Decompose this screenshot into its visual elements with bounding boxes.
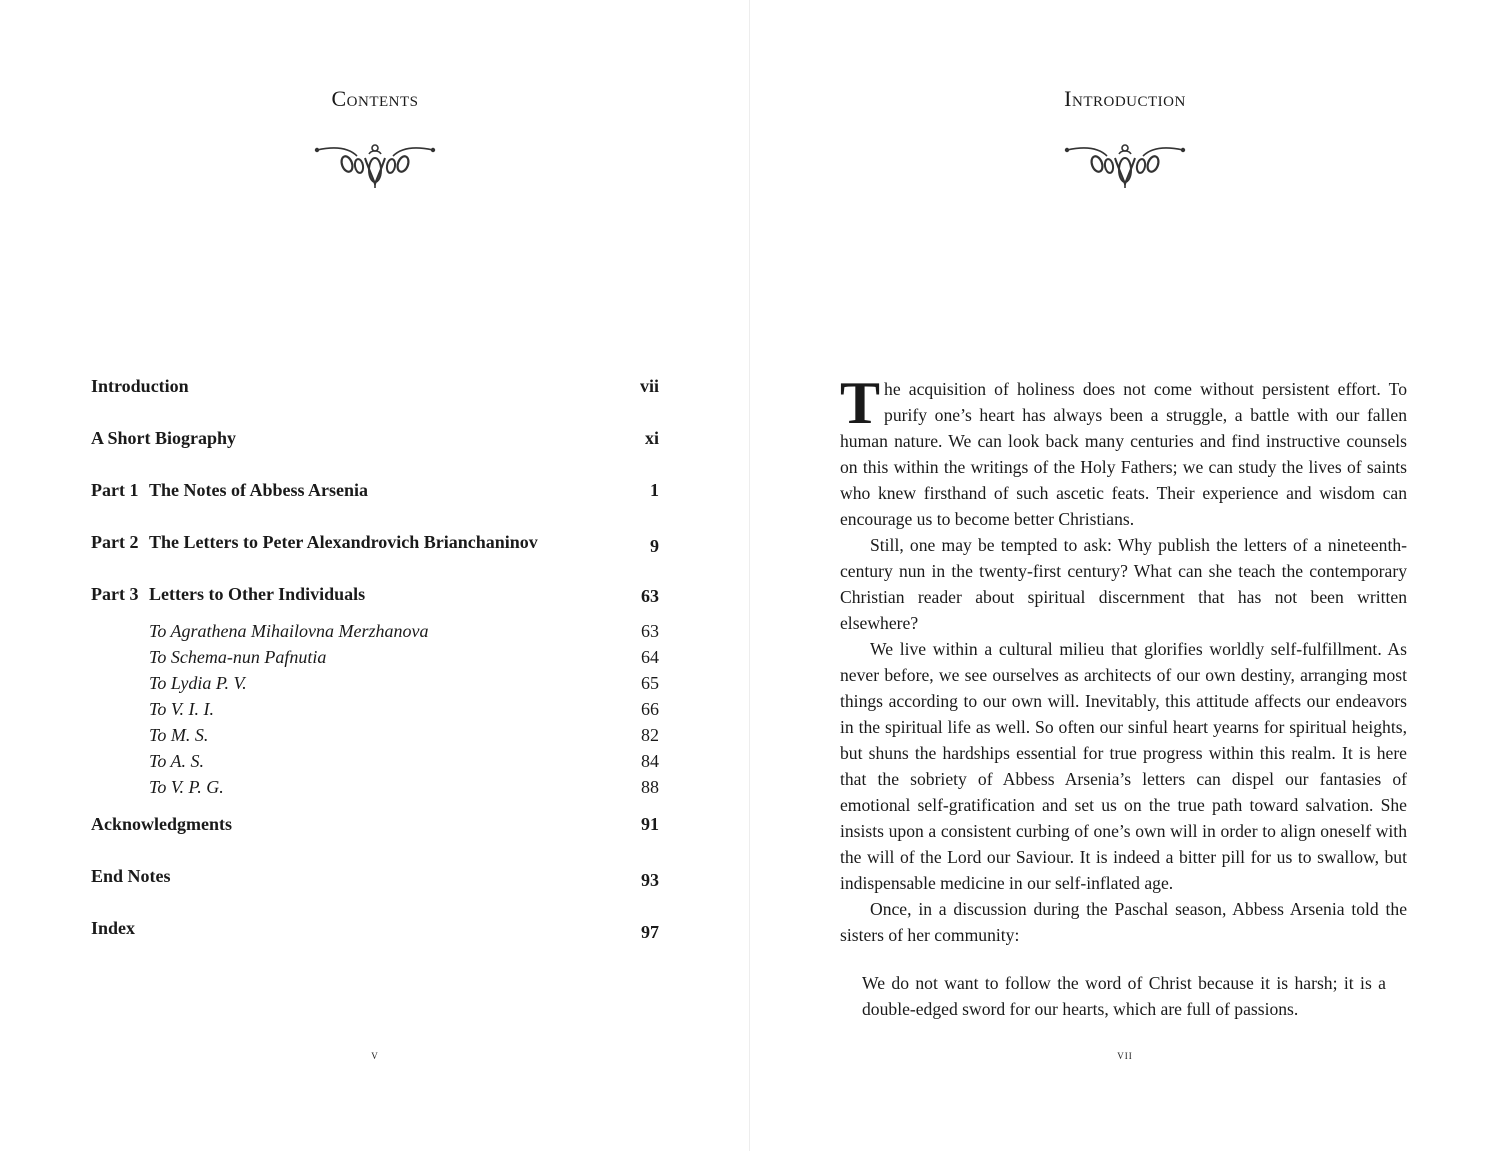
toc-sub-entry-page: 64 (641, 647, 659, 667)
toc-sub-entry-page: 65 (641, 673, 659, 693)
introduction-page (750, 0, 1500, 1151)
toc-sub-entry-title: To A. S. (149, 751, 205, 771)
toc-entry-page: 63 (641, 586, 659, 606)
toc-entry-title: The Notes of Abbess Arsenia (149, 480, 369, 500)
introduction-body (840, 370, 1407, 948)
toc-sub-entry-title: To V. I. I. (149, 699, 215, 719)
toc-entry-page: 93 (641, 870, 659, 890)
flourish-ornament-icon (313, 140, 437, 192)
toc-sub-entry-page: 84 (641, 751, 659, 771)
toc-entry-title: Acknowledgments (91, 814, 233, 834)
toc-sub-entry-title: To Schema-nun Pafnutia (149, 647, 327, 667)
toc-part-label: Part 3 (91, 584, 139, 604)
toc-entry-title: The Letters to Peter Alexandrovich Brianchaninov (149, 532, 538, 552)
toc-entry-title: Letters to Other Individuals (149, 584, 366, 604)
paragraph: Still, one may be tempted to ask: Why publish the letters of a nineteenth-century nun in the twenty-first century? What can she teach the contemporary Christian reader about spiritual discernment that has not been written elsewhere? (840, 535, 1407, 633)
toc-entry-page: 91 (641, 814, 659, 834)
paragraph: The acquisition of holiness does not come without persistent effort. To purify one’s heart has always been a struggle, a battle with our fallen human nature. We can look back many centuries and find instructive counsels on this within the writings of the Holy Fathers; we can study the lives of saints who knew firsthand of such ascetic feats. Their experience and wisdom can encourage us to become better Christians. (840, 370, 1407, 529)
toc-part-label: Part 1 (91, 480, 139, 500)
page-number: v (371, 1047, 379, 1062)
toc-entry-title: A Short Biography (91, 428, 237, 448)
toc-sub-entry-page: 66 (641, 699, 659, 719)
toc-entry-page: vii (639, 376, 659, 396)
contents-heading: Contents (331, 86, 419, 111)
flourish-ornament-icon (1063, 140, 1187, 192)
toc-sub-entry-page: 63 (641, 621, 659, 641)
paragraph: We live within a cultural milieu that glorifies worldly self-fulfillment. As never before, we see ourselves as architects of our own destiny, arranging most things according to our own will. Inevitably, this attitude affects our endeavors in the spiritual life as well. So often our sinful heart yearns for spiritual heights, but shuns the hardships essential for true progress within this realm. It is here that the sobriety of Abbess Arsenia’s letters can dispel our fantasies of emotional self-gratification and set us on the true path toward salvation. She insists upon a consistent curbing of one’s own will in order to align oneself with the will of the Lord our Saviour. It is indeed a bitter pill for us to swallow, but indispensable medicine in our self-inflated age. (840, 639, 1407, 893)
block-quote: We do not want to follow the word of Christ because it is harsh; it is a double-edged sword for our hearts, which are full of passions. (862, 973, 1386, 1019)
toc-entry-page: 1 (650, 480, 659, 500)
toc-entry-title: Index (91, 918, 136, 938)
toc-sub-entry-title: To Agrathena Mihailovna Merzhanova (149, 621, 429, 641)
page-number: vii (1117, 1047, 1133, 1062)
toc-sub-entry-page: 82 (641, 725, 659, 745)
toc-sub-entry-title: To M. S. (149, 725, 209, 745)
toc-sub-entry-title: To V. P. G. (149, 777, 224, 797)
toc-entry-title: Introduction (91, 376, 189, 396)
toc-entry-title: End Notes (91, 866, 171, 886)
toc-entry-page: 97 (641, 922, 659, 942)
toc-part-label: Part 2 (91, 532, 139, 552)
drop-cap: T (840, 370, 881, 436)
paragraph: Once, in a discussion during the Paschal season, Abbess Arsenia told the sisters of her community: (840, 899, 1407, 945)
toc-entry-page: 9 (650, 536, 659, 556)
toc-sub-entry-title: To Lydia P. V. (149, 673, 247, 693)
introduction-heading: Introduction (1064, 86, 1186, 111)
toc-entry-page: xi (644, 428, 659, 448)
toc-sub-entry-page: 88 (641, 777, 659, 797)
